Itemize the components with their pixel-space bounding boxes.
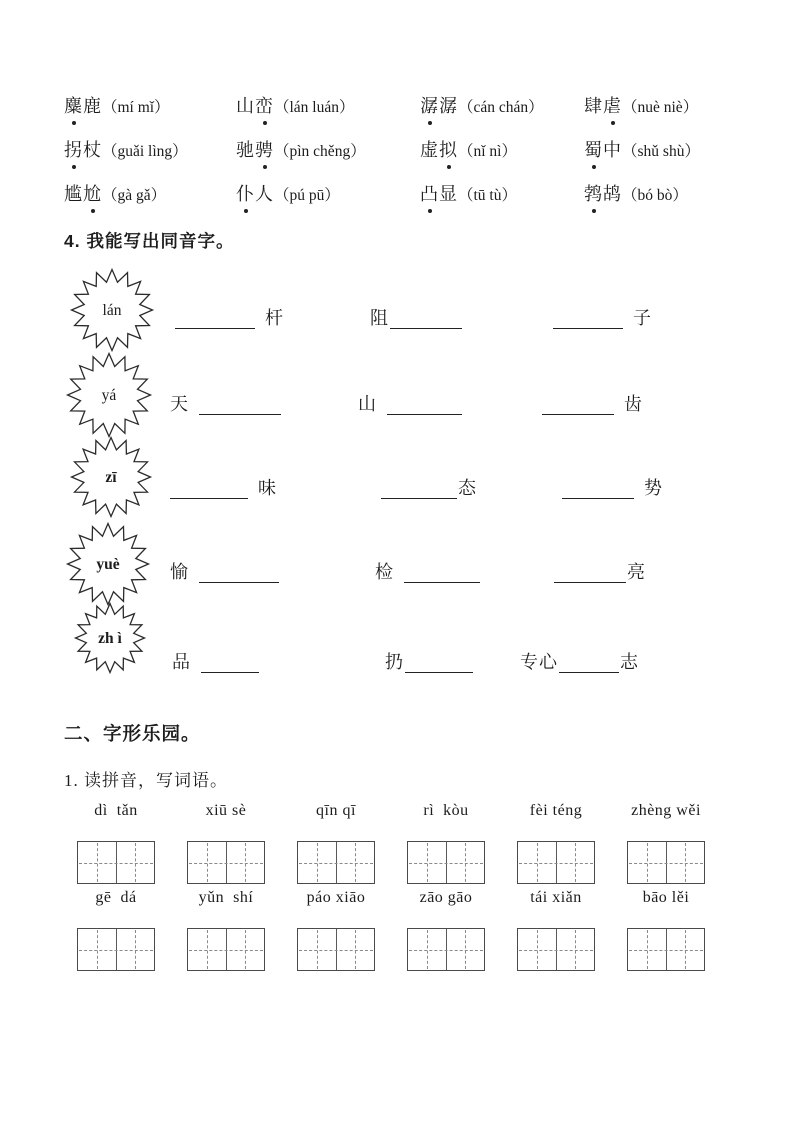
answer-blank-line <box>175 308 255 329</box>
grid-vertical-guide <box>355 843 356 882</box>
star-burst-icon <box>66 436 156 518</box>
pronunciation-word-item <box>236 136 366 162</box>
character: 杖 <box>83 140 102 160</box>
context-character: 专心 <box>520 652 558 672</box>
answer-blank-line <box>387 394 462 415</box>
answer-blank-line <box>554 562 626 583</box>
section4-title: 4. 我能写出同音字。 <box>64 231 235 251</box>
homophone-blank-item <box>170 390 291 416</box>
homophone-blank-item <box>172 648 269 674</box>
grid-vertical-guide <box>135 930 136 969</box>
character-writing-grid <box>407 928 485 971</box>
context-character: 态 <box>458 478 477 498</box>
star-pinyin-badge <box>70 602 150 679</box>
character-writing-grid <box>297 841 375 884</box>
answer-blank-line <box>405 652 473 673</box>
grid-vertical-guide <box>245 843 246 882</box>
pronunciation-word-item <box>236 180 340 206</box>
grid-pinyin-label: dì tǎn <box>94 802 138 819</box>
grid-horizontal-guide <box>299 950 373 951</box>
context-character: 志 <box>620 652 639 672</box>
answer-blank-line <box>199 562 279 583</box>
grid-horizontal-guide <box>409 863 483 864</box>
grid-horizontal-guide <box>629 950 703 951</box>
character: 显 <box>439 184 458 204</box>
answer-blank-line <box>199 394 281 415</box>
homophone-blank-item <box>543 304 652 330</box>
pinyin-options: （bó bò） <box>622 187 688 204</box>
dotted-character: 虐 <box>603 92 622 118</box>
pinyin-options: （mí mǐ） <box>102 99 170 116</box>
character: 潺 <box>439 96 458 116</box>
homophone-blank-item <box>170 558 289 584</box>
pinyin-options: （guǎi lìng） <box>102 143 188 160</box>
grid-pinyin-label: xiū sè <box>205 802 247 819</box>
grid-pinyin-label: bāo lěi <box>642 889 690 906</box>
pinyin-options: （cán chán） <box>458 99 544 116</box>
dotted-character: 麋 <box>64 92 83 118</box>
grid-horizontal-guide <box>299 863 373 864</box>
pronunciation-word-item <box>64 92 170 118</box>
grid-pinyin-label: zhèng wěi <box>631 802 701 819</box>
grid-pinyin-label: rì kòu <box>423 802 469 819</box>
grid-vertical-guide <box>465 843 466 882</box>
grid-pinyin-label: gē dá <box>95 889 137 906</box>
homophone-blank-item <box>520 648 639 674</box>
dotted-character: 拟 <box>439 136 458 162</box>
homophone-blank-item <box>552 474 663 500</box>
character: 肆 <box>584 96 603 116</box>
pronunciation-word-item <box>584 180 688 206</box>
star-pinyin-badge <box>66 436 156 523</box>
context-character: 阻 <box>370 308 389 328</box>
section2-title: 二、字形乐园。 <box>64 723 201 744</box>
grid-horizontal-guide <box>519 950 593 951</box>
dotted-character: 尬 <box>83 180 102 206</box>
grid-vertical-guide <box>207 930 208 969</box>
homophone-blank-item <box>380 474 477 500</box>
character-writing-grid <box>627 841 705 884</box>
character: 鹿 <box>83 96 102 116</box>
pinyin-options: （shǔ shù） <box>622 143 700 160</box>
character: 尴 <box>64 184 83 204</box>
homophone-blank-item <box>370 304 463 330</box>
star-pinyin-label: zh ì <box>98 630 122 647</box>
star-burst-icon <box>62 352 156 438</box>
grid-vertical-guide <box>97 930 98 969</box>
pronunciation-word-item <box>64 180 166 206</box>
pronunciation-word-item <box>420 180 517 206</box>
homophone-blank-item <box>375 558 490 584</box>
star-burst-icon <box>66 268 158 352</box>
pronunciation-word-item <box>584 92 698 118</box>
context-character: 势 <box>644 478 663 498</box>
grid-vertical-guide <box>207 843 208 882</box>
dotted-character: 仆 <box>236 180 255 206</box>
character-writing-grid <box>187 841 265 884</box>
dotted-character: 骋 <box>255 136 274 162</box>
grid-vertical-guide <box>537 843 538 882</box>
grid-vertical-guide <box>317 843 318 882</box>
dotted-character: 鹁 <box>584 180 603 206</box>
grid-horizontal-guide <box>629 863 703 864</box>
grid-vertical-guide <box>685 843 686 882</box>
answer-blank-line <box>381 478 457 499</box>
pinyin-options: （tū tù） <box>458 187 517 204</box>
grid-pinyin-label: zāo gāo <box>419 889 473 906</box>
grid-horizontal-guide <box>519 863 593 864</box>
character-writing-grid <box>517 928 595 971</box>
grid-pinyin-label: qīn qī <box>316 802 356 819</box>
context-character: 子 <box>633 308 652 328</box>
character: 虚 <box>420 140 439 160</box>
dotted-character: 峦 <box>255 92 274 118</box>
section2-subtitle: 1. 读拼音，写词语。 <box>64 771 228 790</box>
character-writing-grid <box>517 841 595 884</box>
grid-horizontal-guide <box>189 863 263 864</box>
pinyin-options: （gà gǎ） <box>102 187 167 204</box>
grid-vertical-guide <box>135 843 136 882</box>
grid-horizontal-guide <box>79 950 153 951</box>
pinyin-options: （pú pū） <box>274 187 340 204</box>
character-writing-grid <box>187 928 265 971</box>
grid-horizontal-guide <box>79 863 153 864</box>
homophone-blank-item <box>358 390 472 416</box>
pinyin-options: （nǐ nì） <box>458 143 517 160</box>
homophone-blank-item <box>160 474 277 500</box>
dotted-character: 拐 <box>64 136 83 162</box>
answer-blank-line <box>559 652 619 673</box>
answer-blank-line <box>404 562 480 583</box>
character: 中 <box>603 140 622 160</box>
homophone-blank-item <box>532 390 643 416</box>
character: 鸪 <box>603 184 622 204</box>
homophone-blank-item <box>165 304 284 330</box>
grid-pinyin-label: páo xiāo <box>306 889 366 906</box>
grid-vertical-guide <box>355 930 356 969</box>
pinyin-options: （nuè niè） <box>622 99 699 116</box>
grid-pinyin-label: tái xiǎn <box>530 889 582 906</box>
grid-vertical-guide <box>97 843 98 882</box>
pronunciation-word-item <box>64 136 188 162</box>
pronunciation-word-item <box>420 136 517 162</box>
grid-horizontal-guide <box>409 950 483 951</box>
star-pinyin-label: lán <box>102 302 122 319</box>
star-pinyin-label: zī <box>105 469 117 486</box>
grid-horizontal-guide <box>189 950 263 951</box>
star-pinyin-badge <box>60 522 156 611</box>
star-pinyin-badge <box>62 352 156 443</box>
context-character: 天 <box>170 394 189 414</box>
grid-vertical-guide <box>245 930 246 969</box>
context-character: 杆 <box>265 308 284 328</box>
grid-vertical-guide <box>685 930 686 969</box>
star-pinyin-label: yuè <box>96 556 120 573</box>
answer-blank-line <box>542 394 614 415</box>
homophone-blank-item <box>385 648 474 674</box>
pronunciation-word-item <box>420 92 544 118</box>
pronunciation-word-item <box>584 136 700 162</box>
character: 山 <box>236 96 255 116</box>
answer-blank-line <box>170 478 248 499</box>
homophone-blank-item <box>553 558 646 584</box>
star-burst-icon <box>60 522 156 606</box>
grid-vertical-guide <box>575 843 576 882</box>
answer-blank-line <box>390 308 462 329</box>
grid-vertical-guide <box>575 930 576 969</box>
star-pinyin-badge <box>66 268 158 357</box>
character-writing-grid <box>407 841 485 884</box>
dotted-character: 蜀 <box>584 136 603 162</box>
answer-blank-line <box>553 308 623 329</box>
dotted-character: 潺 <box>420 92 439 118</box>
character-writing-grid <box>627 928 705 971</box>
star-burst-icon <box>70 602 150 674</box>
grid-vertical-guide <box>427 843 428 882</box>
grid-vertical-guide <box>647 843 648 882</box>
answer-blank-line <box>562 478 634 499</box>
star-pinyin-label: yá <box>101 387 117 404</box>
grid-vertical-guide <box>317 930 318 969</box>
pronunciation-word-item <box>236 92 355 118</box>
grid-vertical-guide <box>465 930 466 969</box>
grid-pinyin-label: yǔn shí <box>198 889 254 906</box>
grid-vertical-guide <box>427 930 428 969</box>
context-character: 检 <box>375 562 394 582</box>
context-character: 愉 <box>170 562 189 582</box>
context-character: 齿 <box>624 394 643 414</box>
grid-pinyin-label: fèi téng <box>529 802 583 819</box>
context-character: 味 <box>258 478 277 498</box>
character: 驰 <box>236 140 255 160</box>
pinyin-options: （pìn chěng） <box>274 143 366 160</box>
pinyin-options: （lán luán） <box>274 99 355 116</box>
character-writing-grid <box>77 841 155 884</box>
character: 人 <box>255 184 274 204</box>
character-writing-grid <box>297 928 375 971</box>
dotted-character: 凸 <box>420 180 439 206</box>
grid-vertical-guide <box>537 930 538 969</box>
answer-blank-line <box>201 652 259 673</box>
context-character: 品 <box>172 652 191 672</box>
grid-vertical-guide <box>647 930 648 969</box>
character-writing-grid <box>77 928 155 971</box>
context-character: 山 <box>358 394 377 414</box>
context-character: 扔 <box>385 652 404 672</box>
context-character: 亮 <box>627 562 646 582</box>
